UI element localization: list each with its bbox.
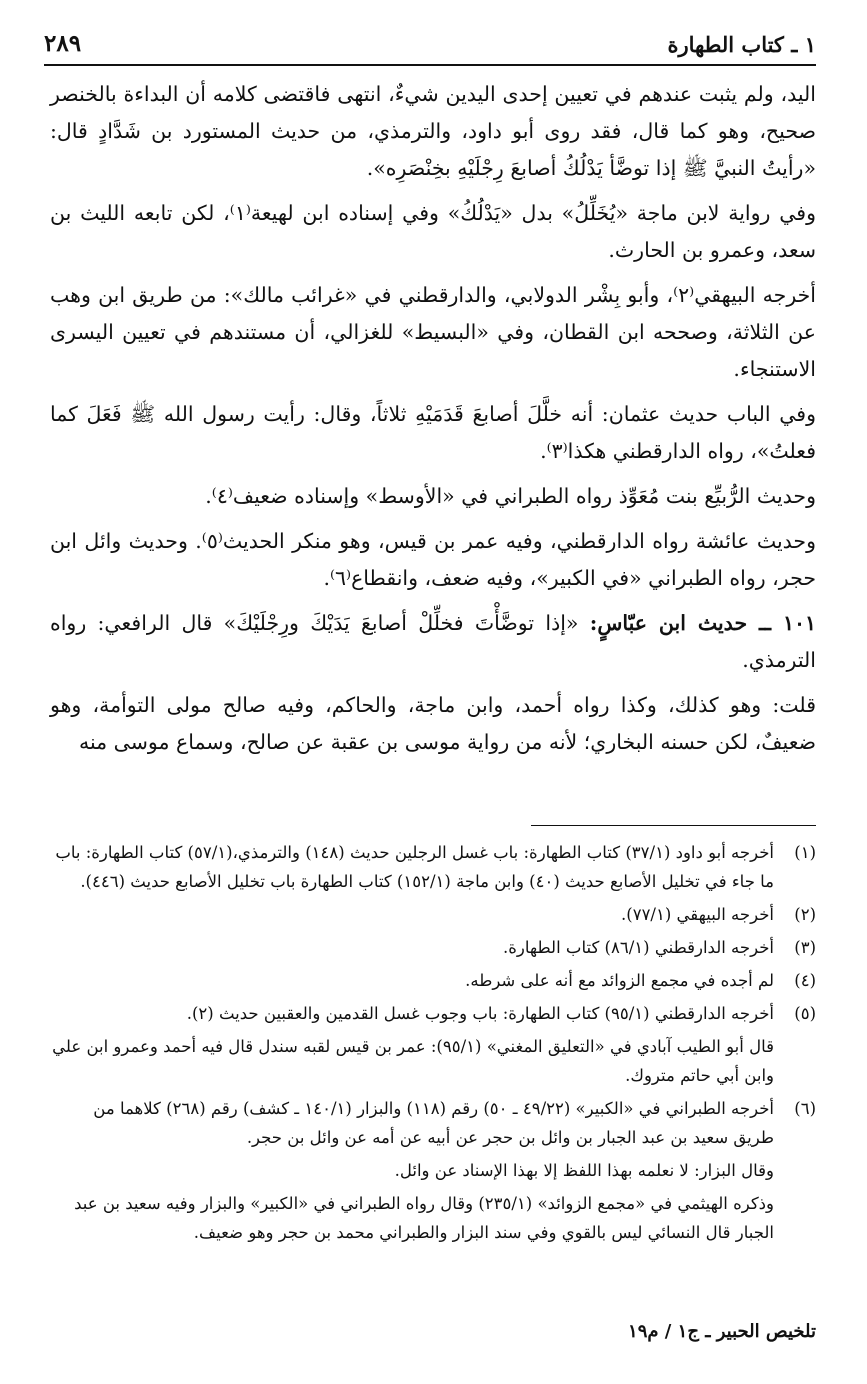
footnote xyxy=(50,966,816,995)
paragraph: وفي رواية لابن ماجة «يُخَلِّلُ» بدل «يَدْلُكُ» وفي إسناده ابن لهيعة⁽١⁾، لكن تابعه الليث بن سعد، وعمرو بن الحارث. xyxy=(50,201,816,262)
footnote-text: أخرجه الدارقطني (٨٦/١) كتاب الطهارة. xyxy=(503,938,774,957)
main-text xyxy=(50,76,816,769)
footnote xyxy=(50,999,816,1028)
footnote xyxy=(50,933,816,962)
paragraph: وفي الباب حديث عثمان: أنه خلَّلَ أصابعَ قَدَمَيْهِ ثلاثاً، وقال: رأيت رسول الله ﷺ فَعَلَ كما فعلتُ»، رواه الدارقطني هكذا⁽٣⁾. xyxy=(50,402,816,463)
footnote-number: (٦) xyxy=(794,1099,816,1118)
footnote-continuation: وذكره الهيثمي في «مجمع الزوائد» (٢٣٥/١) وقال رواه الطبراني في «الكبير» والبزار وفيه سعيد بن عبد الجبار قال النسائي ليس بالقوي وفي سند البزار والطبراني محمد بن حجر وهو ضعيف. xyxy=(74,1194,774,1242)
footnote xyxy=(50,900,816,929)
paragraph: وحديث الرُّبيِّع بنت مُعَوِّذ رواه الطبراني في «الأوسط» وإسناده ضعيف⁽٤⁾. xyxy=(205,484,816,508)
paragraph: وحديث عائشة رواه الدارقطني، وفيه عمر بن قيس، وهو منكر الحديث⁽٥⁾. وحديث وائل ابن حجر، رواه الطبراني «في الكبير»، وفيه ضعف، وانقطاع⁽٦⁾. xyxy=(50,529,816,590)
footnote-text: أخرجه الدارقطني (٩٥/١) كتاب الطهارة: باب وجوب غسل القدمين والعقبين حديث (٢). xyxy=(186,1004,774,1023)
footnote-number: (١) xyxy=(794,843,816,862)
footnote-number: (٥) xyxy=(794,1004,816,1023)
footnote-text: أخرجه أبو داود (٣٧/١) كتاب الطهارة: باب غسل الرجلين حديث (١٤٨) والترمذي،(٥٧/١) كتاب الطهارة: باب ما جاء في تخليل الأصابع حديث (٤٠) وابن ماجة (١٥٢/١) كتاب الطهارة باب تخليل الأصابع حديث (٤٤٦). xyxy=(55,843,774,891)
footnote-continuation: وقال البزار: لا نعلمه بهذا اللفظ إلا بهذا الإسناد عن وائل. xyxy=(394,1161,774,1180)
hadith-entry xyxy=(50,605,816,679)
footnote-separator xyxy=(531,825,816,826)
footnote-text: أخرجه الطبراني في «الكبير» (٤٩/٢٢ ـ ٥٠) رقم (١١٨) والبزار (١٤٠/١ ـ كشف) رقم (٢٦٨) كلاهما من طريق سعيد بن عبد الجبار بن وائل بن حجر عن أبيه عن أمه عن وائل بن حجر. xyxy=(93,1099,774,1147)
footnote-number: (٣) xyxy=(794,938,816,957)
paragraph: اليد، ولم يثبت عندهم في تعيين إحدى اليدين شيءٌ، انتهى فاقتضى كلامه أن البداءة بالخنصر صحيح، وهو كما قال، فقد روى أبو داود، والترمذي، من حديث المستورد بن شَدَّادٍ قال: «رأيتُ النبيَّ ﷺ إذا توضَّأ يَدْلُكُ أصابعَ رِجْلَيْهِ بخِنْصَرِه». xyxy=(50,82,816,180)
paragraph: أخرجه البيهقي⁽٢⁾، وأبو بِشْر الدولابي، والدارقطني في «غرائب مالك»: من طريق ابن وهب عن الثلاثة، وصححه ابن القطان، وفي «البسيط» للغزالي، أن مستندهم في تعيين اليسرى الاستنجاء. xyxy=(50,283,816,381)
footnote-continuation: قال أبو الطيب آبادي في «التعليق المغني» (٩٥/١): عمر بن قيس لقبه سندل قال فيه أحمد وعمرو ابن علي وابن أبي حاتم متروك. xyxy=(52,1037,774,1085)
footnote-number: (٤) xyxy=(794,971,816,990)
footnote xyxy=(50,838,816,896)
paragraph: قلت: وهو كذلك، وكذا رواه أحمد، وابن ماجة، والحاكم، وفيه صالح مولى التوأمة، وهو ضعيفٌ، لكن حسنه البخاري؛ لأنه من رواية موسى بن عقبة عن صالح، وسماع موسى منه xyxy=(50,693,816,754)
signature-mark: تلخيص الحبير ـ ج١ / م١٩ xyxy=(628,1321,816,1342)
hadith-text: «إذا توضَّأْتَ فخلِّلْ أصابعَ يَدَيْكَ ورِجْلَيْكَ» قال الرافعي: رواه الترمذي. xyxy=(50,611,816,672)
running-header xyxy=(44,28,816,66)
footnote xyxy=(50,1094,816,1152)
hadith-number-heading: ١٠١ ــ حديث ابن عبّاسٍ: xyxy=(589,611,816,635)
footnote-text: لم أجده في مجمع الزوائد مع أنه على شرطه. xyxy=(465,971,774,990)
footnotes xyxy=(50,838,816,1251)
footnote-text: أخرجه البيهقي (٧٧/١). xyxy=(621,905,774,924)
page-number: ٢٨٩ xyxy=(44,30,82,57)
footnote-number: (٢) xyxy=(794,905,816,924)
chapter-title: ١ ـ كتاب الطهارة xyxy=(667,32,816,57)
